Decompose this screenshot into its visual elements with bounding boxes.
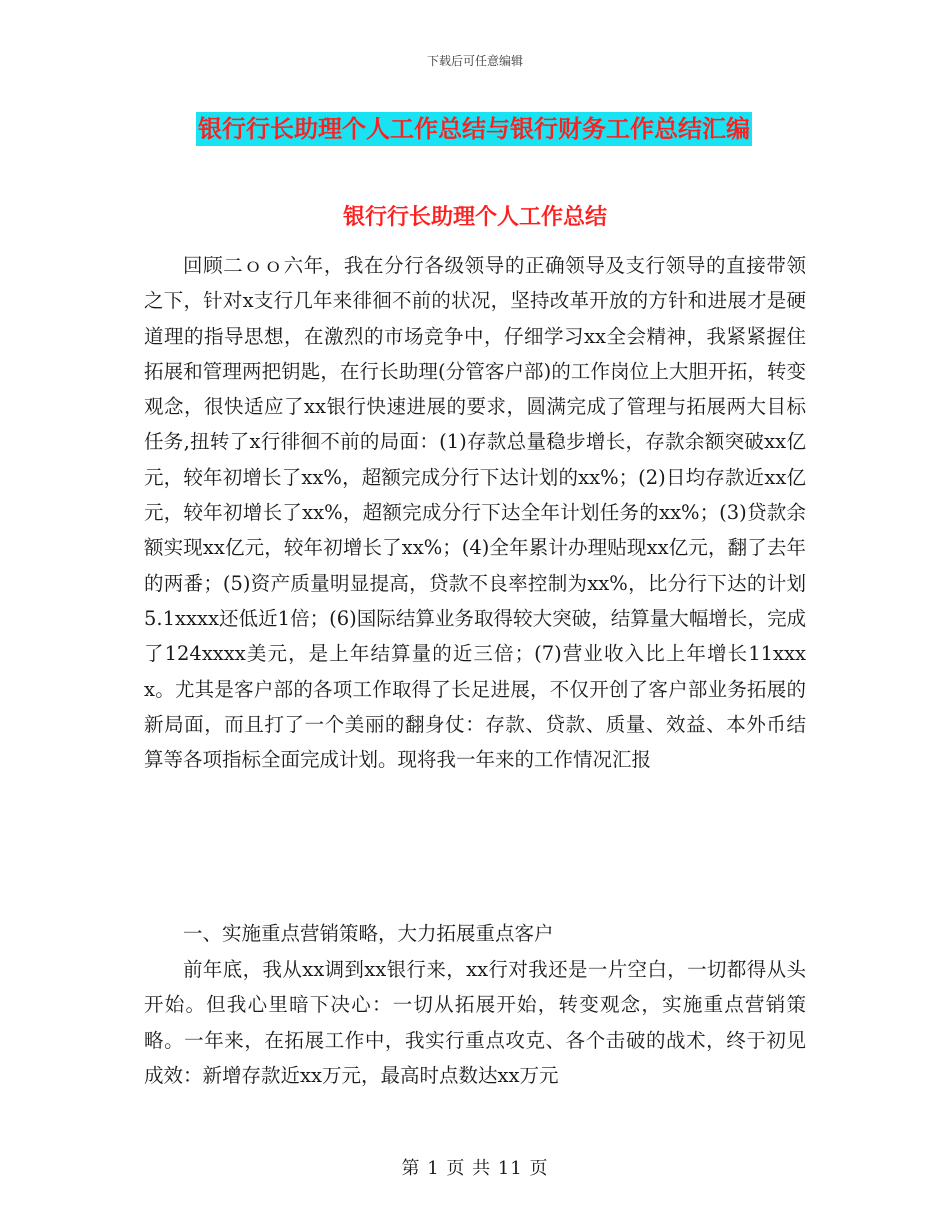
body-paragraph-1: 回顾二ｏｏ六年，我在分行各级领导的正确领导及支行领导的直接带领之下，针对x支行几年来徘徊不前的状况，坚持改革开放的方针和进展才是硬道理的指导思想，在激烈的市场竞争中，仔细学习xx全会精神，我紧紧握住拓展和管理两把钥匙，在行长助理(分管客户部)的工作岗位上大胆开拓，转变观念，很快适应了xx银行快速进展的要求，圆满完成了管理与拓展两大目标任务,扭转了x行徘徊不前的局面：(1)存款总量稳步增长，存款余额突破xx亿元，较年初增长了xx%，超额完成分行下达计划的xx%；(2)日均存款近xx亿元，较年初增长了xx%，超额完成分行下达全年计划任务的xx%；(3)贷款余额实现xx亿元，较年初增长了xx%；(4)全年累计办理贴现xx亿元，翻了去年的两番；(5)资产质量明显提高，贷款不良率控制为xx%，比分行下达的计划5.1xxxx还低近1倍；(6)国际结算业务取得较大突破，结算量大幅增长，完成了124xxxx美元，是上年结算量的近三倍；(7)营业收入比上年增长11xxxx。尤其是客户部的各项工作取得了长足进展，不仅开创了客户部业务拓展的新局面，而且打了一个美丽的翻身仗：存款、贷款、质量、效益、本外币结算等各项指标全面完成计划。现将我一年来的工作情况汇报	[144, 254, 806, 772]
body-paragraph-2: 前年底，我从xx调到xx银行来，xx行对我还是一片空白，一切都得从头开始。但我心里暗下决心：一切从拓展开始，转变观念，实施重点营销策略。一年来，在拓展工作中，我实行重点攻克、各个击破的战术，终于初见成效：新增存款近xx万元，最高时点数达xx万元	[144, 958, 806, 1087]
page-number-footer: 第 1 页 共 11 页	[401, 1158, 549, 1179]
body-paragraph-2-container	[144, 952, 806, 1093]
section-heading-1: 一、实施重点营销策略，大力拓展重点客户	[183, 922, 554, 945]
section-title: 银行行长助理个人工作总结	[342, 204, 607, 230]
body-paragraph-1-container	[144, 248, 806, 777]
document-title: 银行行长助理个人工作总结与银行财务工作总结汇编	[196, 112, 752, 146]
header-note: 下载后可任意编辑	[426, 54, 523, 68]
